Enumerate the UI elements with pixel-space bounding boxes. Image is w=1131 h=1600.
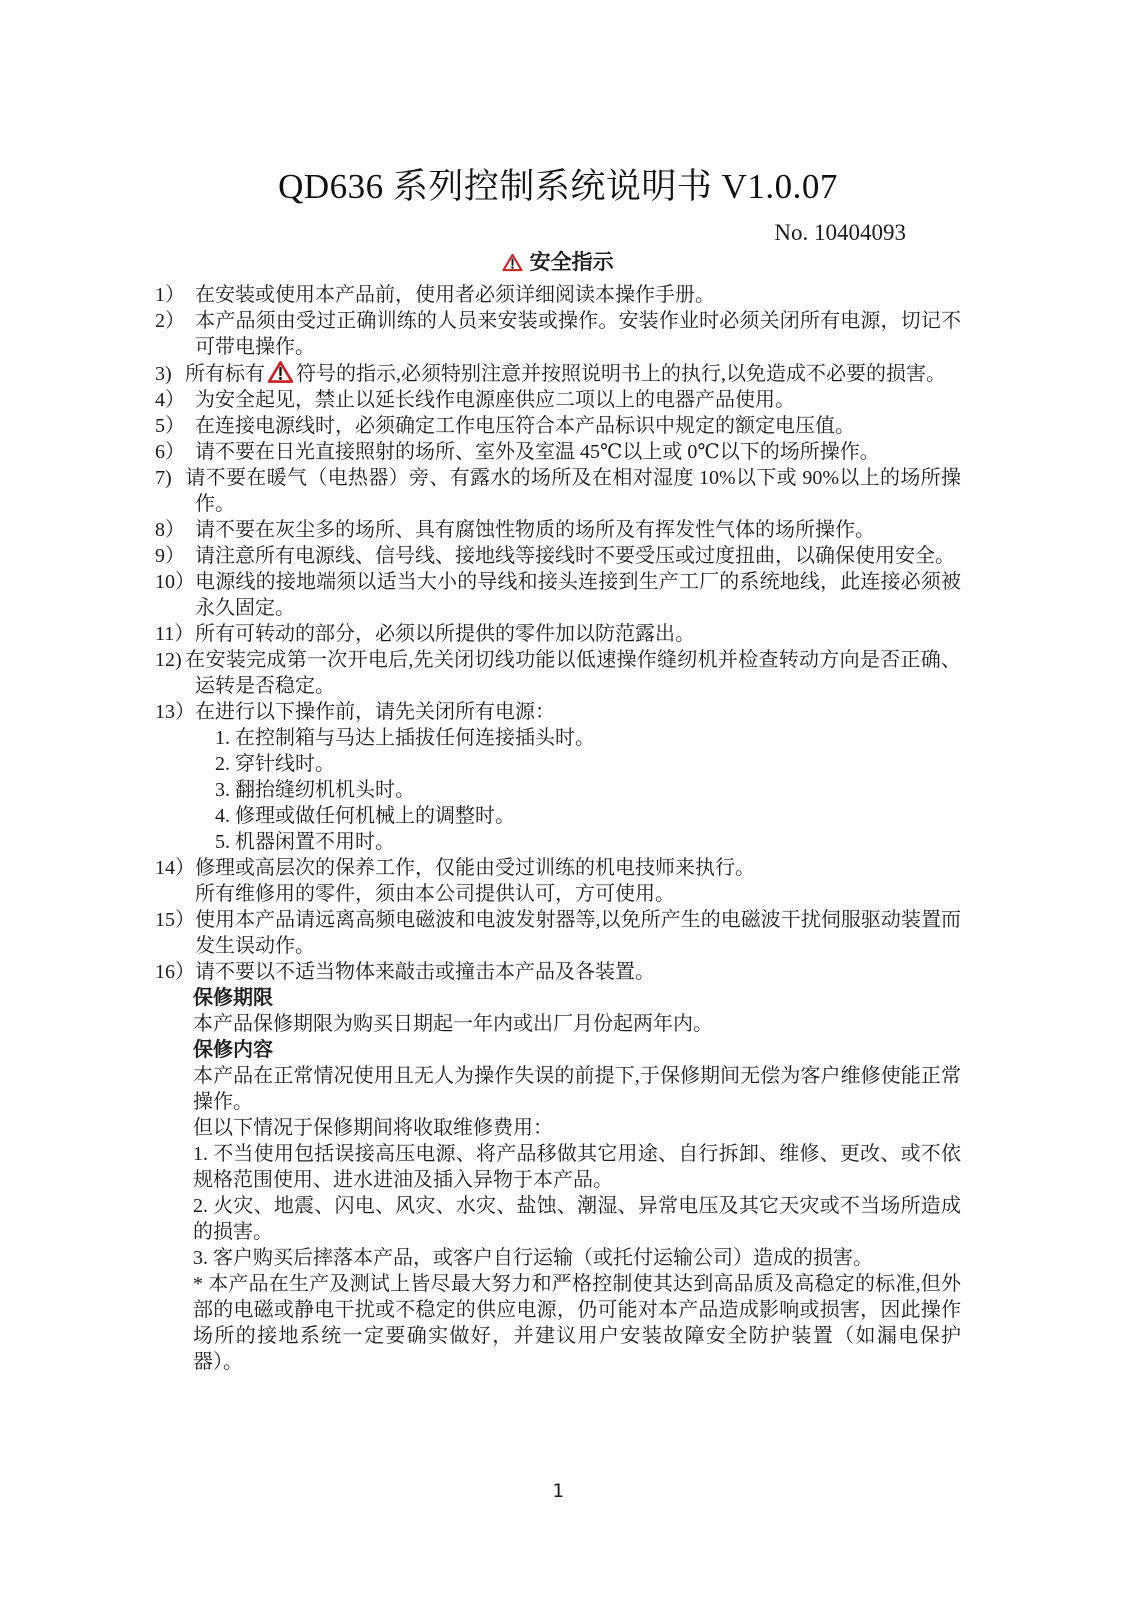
safety-item-10: [155, 569, 961, 621]
safety-section-heading: [155, 249, 961, 278]
item-marker: 14）: [155, 857, 195, 879]
sublist-item: 2. 穿针线时。: [215, 753, 335, 775]
item-marker: 7): [155, 467, 172, 489]
safety-item-1: [155, 282, 961, 308]
warranty-fee-item-2: 2. 火灾、地震、闪电、风灾、水灾、盐蚀、潮湿、异常电压及其它天灾或不当场所造成的损害。: [193, 1195, 961, 1243]
safety-item-14: [155, 855, 961, 907]
item-text: 请不要在灰尘多的场所、具有腐蚀性物质的场所及有挥发性气体的场所操作。: [195, 519, 875, 541]
warranty-fee-item-1: 1. 不当使用包括误接高压电源、将产品移做其它用途、自行拆卸、维修、更改、或不依规格范围使用、进水进油及插入异物于本产品。: [193, 1143, 961, 1191]
item-marker: 15）: [155, 909, 195, 931]
warranty-fee-item-3: 3. 客户购买后摔落本产品，或客户自行运输（或托付运输公司）造成的损害。: [193, 1247, 873, 1269]
safety-item-13: [155, 699, 961, 855]
item-text: 所有标有: [185, 363, 265, 385]
safety-item-6: [155, 439, 961, 465]
item-marker: 8）: [155, 519, 185, 541]
item-marker: 1）: [155, 284, 185, 306]
safety-item-9: [155, 543, 961, 569]
sublist-item: 5. 机器闲置不用时。: [215, 831, 395, 853]
safety-item-11: [155, 621, 961, 647]
item-text-line2: 所有维修用的零件，须由本公司提供认可，方可使用。: [195, 883, 675, 905]
safety-item-7: [155, 465, 961, 517]
page-content: [155, 163, 961, 1375]
safety-item-12: [155, 647, 961, 699]
safety-item-5: [155, 413, 961, 439]
safety-item-15: [155, 907, 961, 959]
item-marker: 11）: [155, 623, 195, 645]
safety-heading-label: 安全指示: [529, 250, 614, 274]
item-text: 请不要在暖气（电热器）旁、有露水的场所及在相对湿度 10%以下或 90%以上的场所操作。: [185, 467, 961, 515]
item-text: 修理或高层次的保养工作，仅能由受过训练的机电技师来执行。: [195, 857, 755, 879]
safety-instructions-list: [155, 282, 961, 985]
warranty-note: * 本产品在生产及测试上皆尽最大努力和严格控制使其达到高品质及高稳定的标准,但外部的电磁或静电干扰或不稳定的供应电源，仍可能对本产品造成影响或损害，因此操作场所的接地系统一定要确实做好，并建议用户安装故障安全防护装置（如漏电保护器）。: [193, 1273, 961, 1373]
document-number: No. 10404093: [774, 220, 906, 245]
page-number: 1: [552, 1480, 564, 1502]
warranty-period-heading: 保修期限: [193, 987, 273, 1009]
sublist-item: 1. 在控制箱与马达上插拔任何连接插头时。: [215, 727, 595, 749]
item-marker: 13）: [155, 701, 195, 723]
item-text: 使用本产品请远离高频电磁波和电波发射器等,以免所产生的电磁波干扰伺服驱动装置而发生误动作。: [195, 909, 961, 957]
item-marker: 16）: [155, 961, 195, 983]
warning-triangle-icon: [265, 363, 296, 385]
item-text: 请注意所有电源线、信号线、接地线等接线时不要受压或过度扭曲，以确保使用安全。: [195, 545, 955, 567]
safety-item-8: [155, 517, 961, 543]
safety-item-4: [155, 387, 961, 413]
item-text: 在安装完成第一次开电后,先关闭切线功能以低速操作缝纫机并检查转动方向是否正确、运转是否稳定。: [185, 649, 961, 697]
item-text: 在连接电源线时，必须确定工作电压符合本产品标识中规定的额定电压值。: [195, 415, 855, 437]
warranty-content-text: 本产品在正常情况使用且无人为操作失误的前提下,于保修期间无偿为客户维修使能正常操作。: [193, 1065, 961, 1113]
item-marker: 10）: [155, 571, 195, 593]
item-text: 符号的指示,必须特别注意并按照说明书上的执行,以免造成不必要的损害。: [296, 363, 946, 385]
warranty-fee-intro: 但以下情况于保修期间将收取维修费用：: [193, 1117, 553, 1139]
item-marker: 6）: [155, 441, 185, 463]
safety-item-3: [155, 360, 961, 387]
item-marker: 5）: [155, 415, 185, 437]
item-text: 请不要以不适当物体来敲击或撞击本产品及各装置。: [195, 961, 655, 983]
power-off-sublist: [215, 725, 961, 855]
item-marker: 2）: [155, 310, 185, 332]
item-text: 在安装或使用本产品前，使用者必须详细阅读本操作手册。: [195, 284, 715, 306]
document-title: QD636 系列控制系统说明书 V1.0.07: [278, 167, 838, 206]
safety-item-2: [155, 308, 961, 360]
warning-triangle-icon: [502, 253, 528, 277]
item-text: 电源线的接地端须以适当大小的导线和接头连接到生产工厂的系统地线，此连接必须被永久固定。: [195, 571, 961, 619]
item-marker: 12): [155, 649, 182, 671]
item-text: 本产品须由受过正确训练的人员来安装或操作。安装作业时必须关闭所有电源，切记不可带电操作。: [195, 310, 961, 358]
item-marker: 9）: [155, 545, 185, 567]
warranty-period-text: 本产品保修期限为购买日期起一年内或出厂月份起两年内。: [193, 1013, 713, 1035]
safety-item-16: [155, 959, 961, 985]
sublist-item: 4. 修理或做任何机械上的调整时。: [215, 805, 515, 827]
item-marker: 4）: [155, 389, 185, 411]
warranty-content-heading: 保修内容: [193, 1039, 273, 1061]
warranty-section: [193, 985, 961, 1375]
item-text: 在进行以下操作前，请先关闭所有电源：: [195, 701, 555, 723]
sublist-item: 3. 翻抬缝纫机机头时。: [215, 779, 415, 801]
item-text: 为安全起见，禁止以延长线作电源座供应二项以上的电器产品使用。: [195, 389, 795, 411]
item-text: 所有可转动的部分，必须以所提供的零件加以防范露出。: [195, 623, 695, 645]
item-text: 请不要在日光直接照射的场所、室外及室温 45℃以上或 0℃以下的场所操作。: [195, 441, 880, 463]
item-marker: 3): [155, 363, 172, 385]
